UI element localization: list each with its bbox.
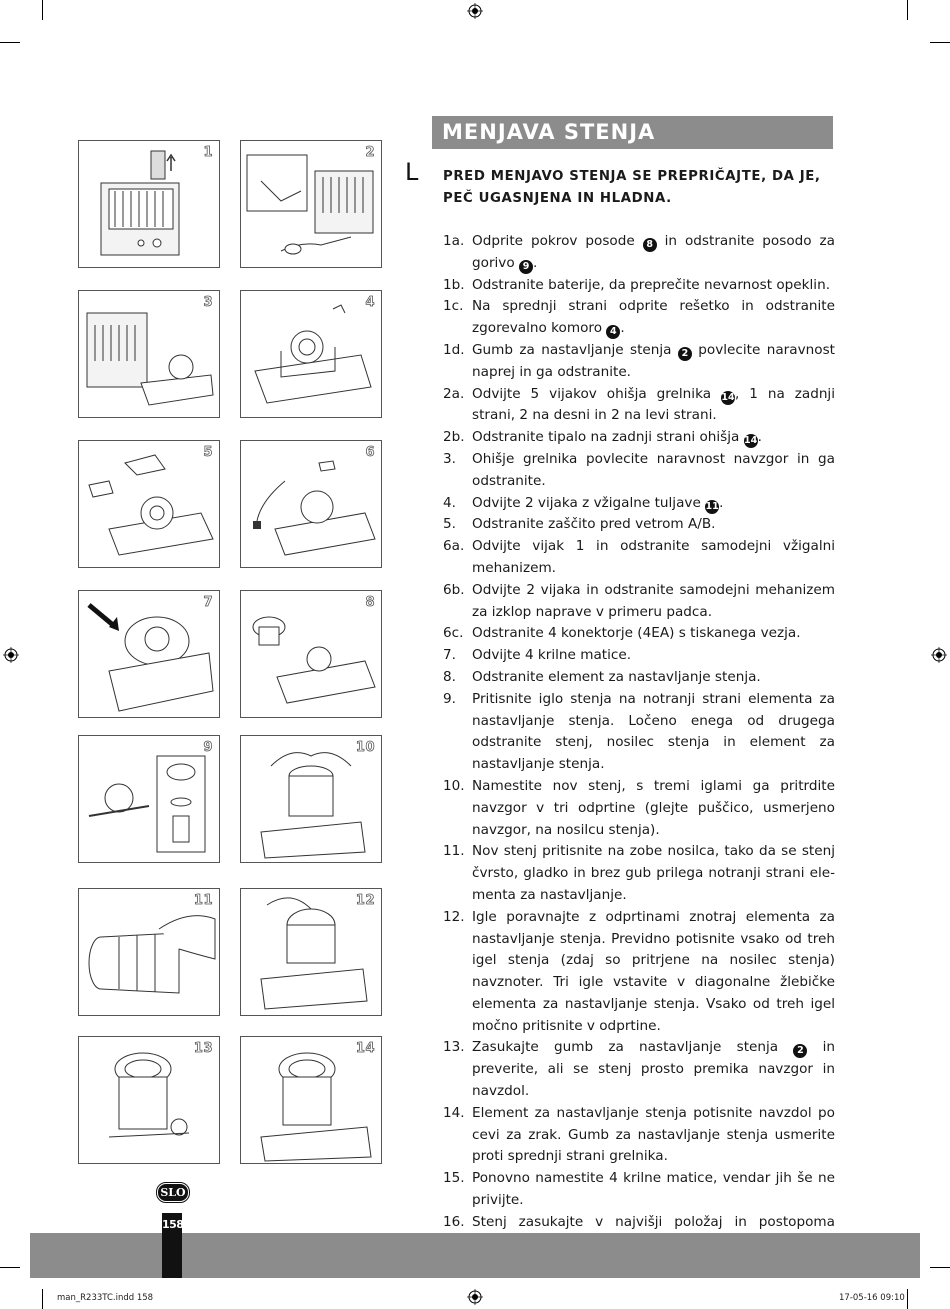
figure-number: 5	[203, 445, 213, 460]
registration-mark-icon	[467, 1289, 483, 1305]
instruction-step	[443, 296, 835, 340]
part-reference-badge: 11	[705, 500, 719, 512]
part-reference-badge: 14	[744, 435, 758, 447]
step-number: 14.	[443, 1104, 465, 1121]
figure-number: 13	[193, 1041, 213, 1056]
figure-panel-13	[78, 1036, 220, 1164]
instruction-step	[443, 536, 835, 580]
warning-line: PEČ UGASNJENA IN HLADNA.	[443, 191, 672, 206]
crop-mark	[42, 0, 43, 20]
step-number: 16.	[443, 1213, 465, 1230]
crop-mark	[907, 0, 908, 20]
part-reference-badge: 4	[606, 325, 620, 339]
figure-panel-8	[240, 590, 382, 718]
part-reference-badge: 14	[721, 391, 735, 403]
step-number: 6a.	[443, 538, 465, 555]
step-text: Element za nastavljanje stenja potisnite navzdol po cevi za zrak. Gumb za nastavljanje stenja usmerite proti sprednji strani grelnika.	[472, 1104, 835, 1165]
section-letter: L	[405, 158, 419, 186]
instruction-step	[443, 231, 835, 275]
figure-panel-2	[240, 140, 382, 268]
crop-mark	[907, 1289, 908, 1309]
figure-panel-11	[78, 888, 220, 1016]
step-text: Odstranite element za nastavljanje stenja.	[472, 668, 761, 685]
heater-illustration-icon	[79, 141, 219, 267]
step-number: 5.	[443, 516, 456, 533]
step-text: Odstranite tipalo na zadnji strani ohišja 14.	[472, 429, 762, 447]
instruction-step	[443, 907, 835, 1038]
step-text: Ohišje grelnika povlecite naravnost navzgor in ga odstranite.	[472, 450, 835, 489]
instruction-step	[443, 776, 835, 841]
step-text: Ponovno namestite 4 krilne matice, vendar jih še ne privijte.	[472, 1170, 835, 1209]
instruction-step	[443, 667, 835, 689]
step-number: 9.	[443, 690, 456, 707]
step-text: Pritisnite iglo stenja na notranji strani elementa za nastavljanje stenja. Ločeno enega od drugega odstranite stenj, nosilec stenja in element za nastavljanje stenja.	[472, 690, 835, 773]
instruction-step	[443, 427, 835, 449]
step-number: 12.	[443, 908, 465, 925]
figure-panel-4	[240, 290, 382, 418]
figure-number: 10	[355, 740, 375, 755]
figure-panel-6	[240, 440, 382, 568]
instruction-step	[443, 275, 835, 297]
registration-mark-icon	[3, 647, 19, 663]
heater-illustration-icon	[79, 736, 219, 862]
figure-number: 14	[355, 1041, 375, 1056]
step-number: 3.	[443, 450, 456, 467]
step-number: 8.	[443, 668, 456, 685]
part-reference-badge: 2	[678, 347, 692, 361]
heater-illustration-icon	[79, 291, 219, 417]
warning-line: PRED MENJAVO STENJA SE PREPRIČAJTE, DA JE,	[443, 169, 821, 184]
figure-panel-1	[78, 140, 220, 268]
figure-number: 11	[193, 893, 213, 908]
step-number: 1a.	[443, 233, 465, 249]
step-number: 4.	[443, 494, 456, 511]
step-number: 10.	[443, 777, 465, 794]
step-text: Zasukajte gumb za nastavljanje stenja 2 in preverite, ali se stenj prosto premika navzgor in navzdol.	[472, 1039, 835, 1100]
figure-panel-9	[78, 735, 220, 863]
instruction-step	[443, 689, 835, 776]
figure-number: 12	[355, 893, 375, 908]
step-text: Odvijte 4 krilne matice.	[472, 647, 632, 664]
instruction-step	[443, 1103, 835, 1168]
instruction-step	[443, 841, 835, 906]
step-text: Igle poravnajte z odprtinami znotraj elementa za nastavljanje stenja. Previdno potisnite vsako od treh igel stenja (zdaj so pritrjene na nosilec stenja) navznoter. Tri igle vstavite v diagonalne žlebičke elementa za nastavljanje stenja. Vsako od treh igel močno pritisnite v odprtine.	[472, 908, 835, 1034]
part-reference-badge: 2	[793, 1044, 807, 1058]
step-text: Na sprednji strani odprite rešetko in odstranite zgorevalno komoro 4 .	[472, 298, 835, 338]
instruction-step	[443, 449, 835, 493]
heater-illustration-icon	[241, 291, 381, 417]
figure-number: 6	[365, 445, 375, 460]
step-text: Odstranite 4 konektorje (4EA) s tiskanega vezja.	[472, 625, 801, 642]
instruction-step	[443, 1037, 835, 1102]
heater-illustration-icon	[241, 441, 381, 567]
instruction-step	[443, 1168, 835, 1212]
figure-number: 1	[203, 145, 213, 160]
step-number: 11.	[443, 843, 465, 860]
registration-mark-icon	[931, 647, 947, 663]
step-text: Nov stenj pritisnite na zobe nosilca, tako da se stenj čvrsto, gladko in brez gub prilega notranji strani elementa za nastavljanje.	[472, 843, 835, 903]
step-number: 2b.	[443, 429, 465, 446]
crop-mark	[42, 1289, 43, 1309]
heater-illustration-icon	[79, 441, 219, 567]
print-slug-date: 17-05-16 09:10	[839, 1293, 905, 1303]
figure-number: 4	[365, 295, 375, 310]
step-text: Stenj zasukajte v najvišji položaj in postopoma	[472, 1213, 835, 1230]
step-text: Odprite pokrov posode 8 in odstranite posodo za gorivo 9 .	[472, 233, 836, 272]
step-number: 1d.	[443, 341, 465, 358]
instruction-step	[443, 623, 835, 645]
figure-number: 8	[365, 595, 375, 610]
step-number: 13.	[443, 1039, 465, 1056]
heater-illustration-icon	[241, 591, 381, 717]
step-number: 1c.	[443, 298, 464, 315]
instruction-step	[443, 340, 835, 384]
figure-number: 2	[365, 145, 375, 160]
crop-mark	[0, 1267, 20, 1268]
figure-panel-10	[240, 735, 382, 863]
step-number: 6c.	[443, 625, 464, 642]
instruction-step	[443, 645, 835, 667]
crop-mark	[930, 42, 950, 43]
figure-panel-5	[78, 440, 220, 568]
step-text: Odstranite zaščito pred vetrom A/B.	[472, 516, 716, 533]
step-text: Odvijte vijak 1 in odstranite samodejni vžigalni mehanizem.	[472, 538, 835, 576]
section-title: MENJAVA STENJA	[432, 116, 833, 149]
step-text: Odvijte 2 vijaka in odstranite samodejni mehanizem za izklop naprave v primeru padca.	[472, 581, 835, 620]
figure-number: 7	[203, 595, 213, 610]
part-reference-badge: 8	[643, 238, 657, 252]
step-text: Gumb za nastavljanje stenja 2 povlecite naravnost naprej in ga odstranite.	[472, 341, 835, 380]
step-text: Odvijte 2 vijaka z vžigalne tuljave 11.	[472, 494, 724, 512]
registration-mark-icon	[467, 3, 483, 19]
instruction-step	[443, 493, 835, 515]
instruction-steps	[443, 231, 835, 1255]
crop-mark	[0, 42, 20, 43]
instruction-step	[443, 384, 835, 428]
step-number: 15.	[443, 1170, 465, 1187]
part-reference-badge: 9	[519, 260, 533, 274]
step-number: 2a.	[443, 385, 465, 402]
print-slug-file: man_R233TC.indd 158	[57, 1293, 154, 1303]
figure-panel-14	[240, 1036, 382, 1164]
figure-panel-12	[240, 888, 382, 1016]
step-text: Namestite nov stenj, s tremi iglami ga pritrdite navzgor v tri odprtine (glejte puščico, usmerjeno navzgor, na nosilcu stenja).	[472, 777, 835, 838]
step-text: Odvijte 5 vijakov ohišja grelnika 14, 1 na zadnji strani, 2 na desni in 2 na levi strani.	[472, 385, 835, 424]
figure-number: 9	[203, 740, 213, 755]
instruction-step	[443, 514, 835, 536]
step-number: 7.	[443, 647, 456, 664]
figure-number: 3	[203, 295, 213, 310]
instruction-step	[443, 580, 835, 624]
step-number: 6b.	[443, 581, 465, 598]
language-badge: SLO	[157, 1183, 189, 1202]
step-number: 1b.	[443, 276, 465, 293]
heater-illustration-icon	[241, 141, 381, 267]
figure-panel-3	[78, 290, 220, 418]
safety-warning	[443, 166, 833, 210]
figure-panel-7	[78, 590, 220, 718]
step-text: Odstranite baterije, da preprečite nevarnost opeklin.	[472, 276, 831, 293]
crop-mark	[930, 1267, 950, 1268]
heater-illustration-icon	[79, 591, 219, 717]
page-number: 158	[162, 1218, 184, 1231]
